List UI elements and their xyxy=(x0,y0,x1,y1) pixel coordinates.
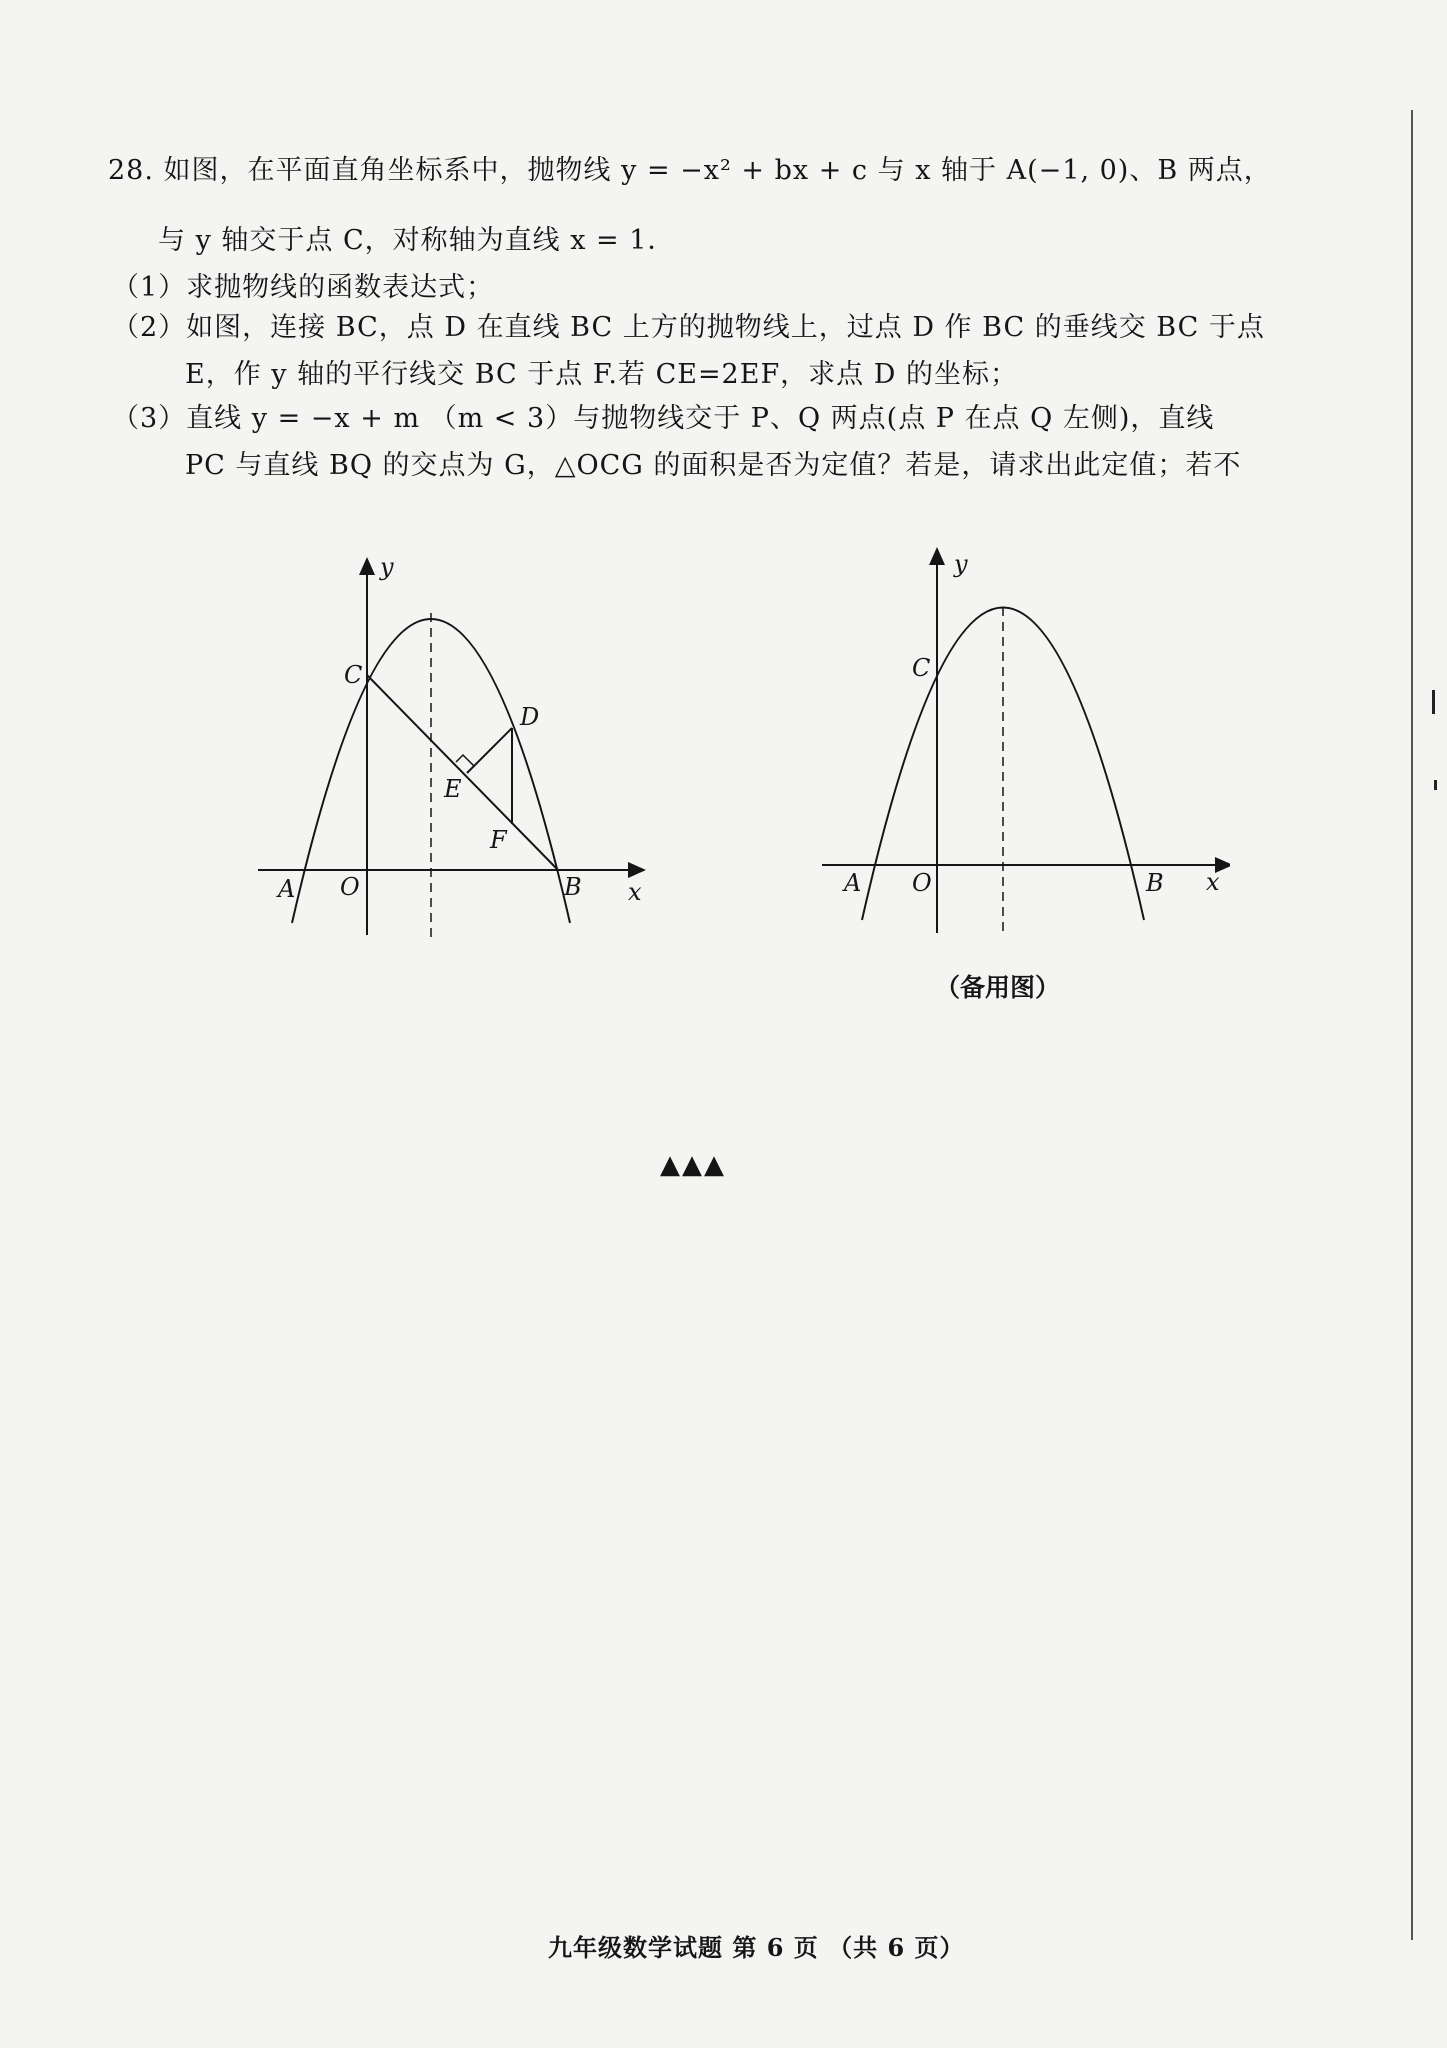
edge-tick xyxy=(1432,690,1435,714)
label-f: F xyxy=(490,826,507,854)
end-marks: ▲▲▲ xyxy=(660,1150,726,1180)
part3-text-line1: （3）直线 y = −x + m （m < 3）与抛物线交于 P、Q 两点(点 P 在点 Q 左侧)，直线 xyxy=(112,403,1215,434)
question-number: 28. xyxy=(108,155,154,186)
label-o: O xyxy=(340,873,360,901)
label-x: x xyxy=(1206,868,1220,896)
figure1-diagram xyxy=(240,545,660,945)
label-c: C xyxy=(344,661,363,689)
figure2-caption: （备用图） xyxy=(935,973,1061,1002)
question-stem-line1 xyxy=(108,148,1272,187)
stem-text-1: 如图，在平面直角坐标系中，抛物线 y = −x² + bx + c 与 x 轴于 A(−1, 0)、B 两点， xyxy=(163,155,1272,186)
part1-text: （1）求抛物线的函数表达式； xyxy=(112,272,495,303)
label-y: y xyxy=(954,550,968,578)
label-e: E xyxy=(444,775,462,803)
figure2-diagram xyxy=(810,545,1230,945)
label-b: B xyxy=(564,873,582,901)
label-a: A xyxy=(844,869,862,897)
label-d: D xyxy=(520,703,540,731)
label-y: y xyxy=(380,553,394,581)
label-x: x xyxy=(628,878,642,906)
part2-text-line2: E，作 y 轴的平行线交 BC 于点 F.若 CE=2EF，求点 D 的坐标； xyxy=(185,359,1018,390)
label-o: O xyxy=(912,869,932,897)
part2-text-line1: （2）如图，连接 BC，点 D 在直线 BC 上方的抛物线上，过点 D 作 BC 的垂线交 BC 于点 xyxy=(112,312,1265,343)
right-angle-mark xyxy=(456,755,474,773)
edge-tick-small xyxy=(1434,780,1437,790)
label-b: B xyxy=(1146,869,1164,897)
page-footer: 九年级数学试题 第 6 页 （共 6 页） xyxy=(548,1933,965,1962)
question-stem-line2: 与 y 轴交于点 C，对称轴为直线 x = 1． xyxy=(158,225,676,256)
binding-edge-line xyxy=(1411,110,1413,1940)
label-c: C xyxy=(912,654,931,682)
part3-text-line2: PC 与直线 BQ 的交点为 G，△OCG 的面积是否为定值？若是，请求出此定值；若不 xyxy=(185,450,1242,481)
label-a: A xyxy=(278,875,296,903)
